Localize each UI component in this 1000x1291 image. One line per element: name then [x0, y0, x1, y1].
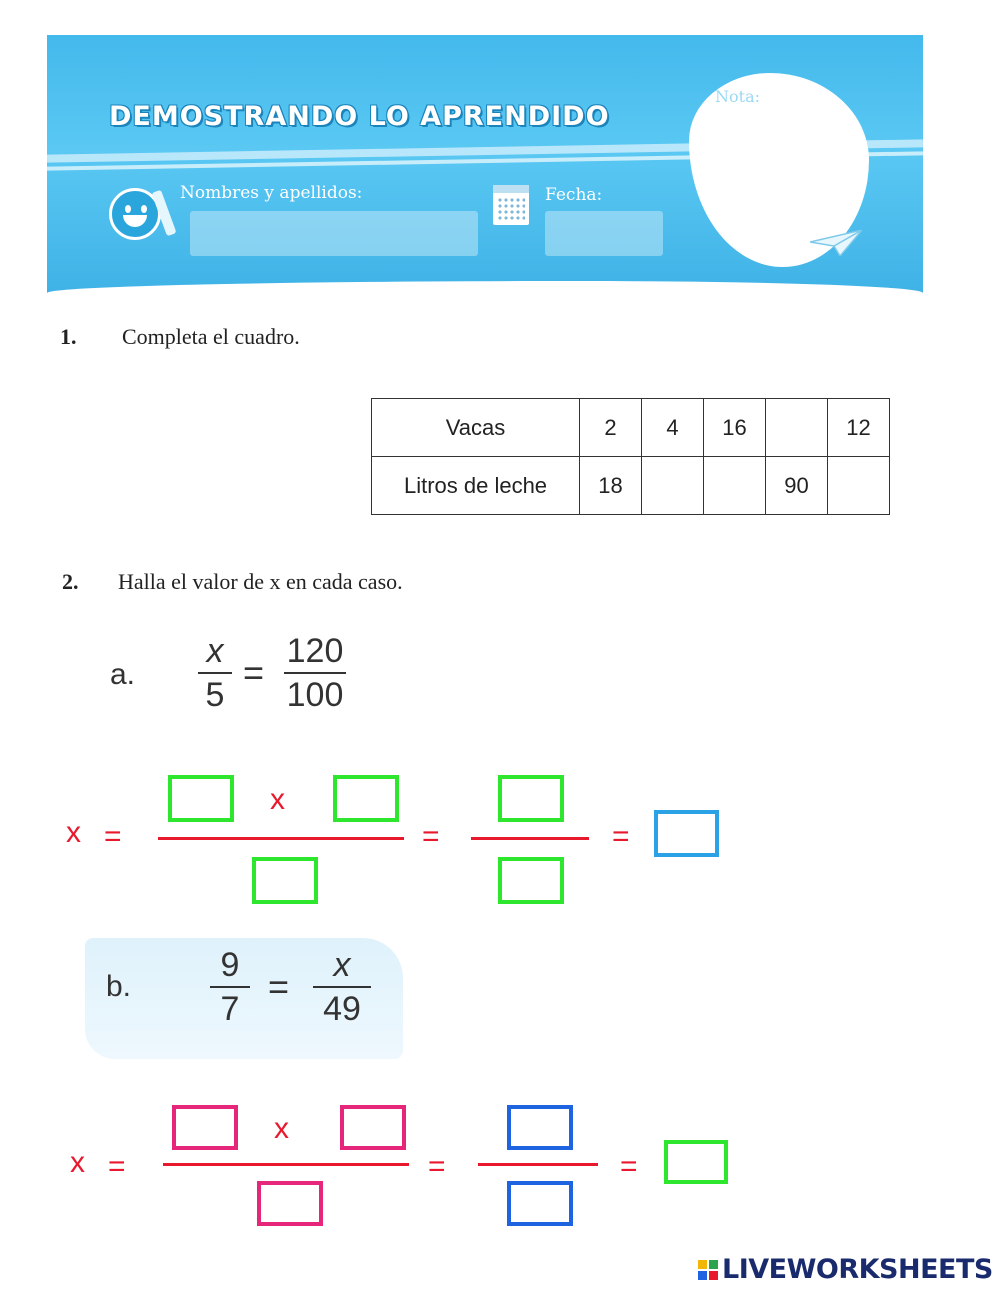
table-cell-blank[interactable] — [828, 457, 890, 515]
date-label: Fecha: — [545, 185, 603, 205]
fraction-9-over-7 — [210, 946, 250, 1028]
equals-sign: = — [104, 820, 122, 853]
calendar-icon — [493, 185, 529, 225]
banner-title: DEMOSTRANDO LO APRENDIDO — [109, 101, 610, 132]
table-cell-blank[interactable] — [642, 457, 704, 515]
answer-box-result-numerator[interactable] — [498, 775, 564, 822]
row-label-litros: Litros de leche — [372, 457, 580, 515]
numerator: 9 — [220, 946, 240, 984]
answer-box-numerator-1[interactable] — [168, 775, 234, 822]
table-cell: 12 — [828, 399, 890, 457]
times-sign: x — [270, 783, 285, 816]
part-a-label: a. — [110, 658, 136, 691]
answer-box-denominator[interactable] — [252, 857, 318, 904]
question-2-text: Halla el valor de x en cada caso. — [118, 569, 403, 594]
times-sign: x — [274, 1112, 289, 1145]
answer-box-result-denominator[interactable] — [498, 857, 564, 904]
question-1-text: Completa el cuadro. — [122, 324, 300, 349]
numerator: 120 — [286, 632, 344, 670]
fraction-bar — [471, 837, 589, 840]
answer-box-numerator-2[interactable] — [333, 775, 399, 822]
table-cell-blank[interactable] — [704, 457, 766, 515]
equals-sign: = — [268, 966, 290, 1007]
date-field[interactable] — [545, 211, 663, 256]
table-cell: 90 — [766, 457, 828, 515]
fraction-bar — [158, 837, 404, 840]
fraction-x-over-49 — [313, 946, 371, 1028]
numerator: x — [206, 632, 224, 670]
question-2-number: 2. — [62, 569, 79, 594]
equals-sign: = — [428, 1150, 446, 1183]
table-row — [372, 399, 890, 457]
table-cell: 16 — [704, 399, 766, 457]
x-variable: x — [70, 1146, 85, 1179]
question-1-number: 1. — [60, 324, 77, 349]
denominator: 7 — [220, 990, 240, 1028]
answer-box-denominator[interactable] — [257, 1181, 323, 1226]
fraction-120-over-100 — [284, 632, 346, 714]
denominator: 100 — [286, 676, 344, 714]
equals-sign: = — [243, 652, 265, 693]
liveworksheets-logo — [698, 1254, 993, 1285]
denominator: 5 — [205, 676, 225, 714]
table-cell-blank[interactable] — [766, 399, 828, 457]
answer-box-final[interactable] — [664, 1140, 728, 1184]
answer-box-numerator-1[interactable] — [172, 1105, 238, 1150]
table-cell: 2 — [580, 399, 642, 457]
table-cell: 18 — [580, 457, 642, 515]
table-cell: 4 — [642, 399, 704, 457]
answer-box-numerator-2[interactable] — [340, 1105, 406, 1150]
fraction-x-over-5 — [198, 632, 232, 714]
table-row — [372, 457, 890, 515]
row-label-vacas: Vacas — [372, 399, 580, 457]
name-field[interactable] — [190, 211, 478, 256]
logo-blocks-icon — [698, 1260, 718, 1280]
header-banner — [47, 35, 923, 293]
nota-label: Nota: — [715, 87, 760, 106]
equals-sign: = — [612, 820, 630, 853]
answer-box-result-numerator[interactable] — [507, 1105, 573, 1150]
banner-wave — [47, 281, 923, 293]
paper-plane-icon — [810, 230, 862, 256]
part-b-label: b. — [106, 970, 132, 1003]
x-variable: x — [66, 816, 81, 849]
denominator: 49 — [323, 990, 361, 1028]
equals-sign: = — [620, 1150, 638, 1183]
equals-sign: = — [422, 820, 440, 853]
equals-sign: = — [108, 1150, 126, 1183]
answer-box-result-denominator[interactable] — [507, 1181, 573, 1226]
fraction-bar — [163, 1163, 409, 1166]
logo-text: LIVEWORKSHEETS — [722, 1254, 993, 1285]
fraction-bar — [478, 1163, 598, 1166]
name-label: Nombres y apellidos: — [180, 183, 363, 203]
answer-box-final[interactable] — [654, 810, 719, 857]
proportion-table — [371, 398, 890, 515]
numerator: x — [333, 946, 351, 984]
